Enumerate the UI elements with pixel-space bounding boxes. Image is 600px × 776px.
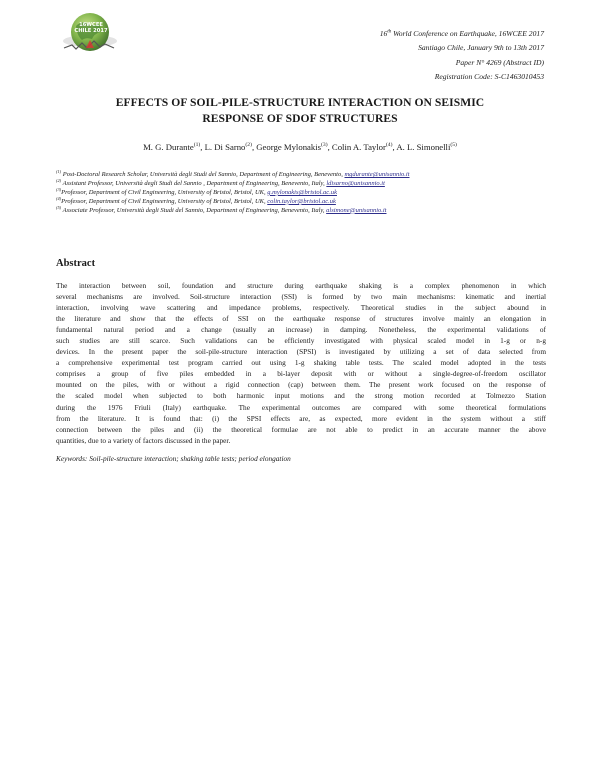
author-name: Colin A. Taylor: [331, 142, 386, 152]
affiliation-item: [56, 168, 410, 180]
author-list: M. G. Durante$^{(1)}$, L. Di Sarno$^{(2)}$, George Mylonakis$^{(3)}$, Colin A. Taylor$^{(4)}$, A. L. Simonelli$^{(5)}$: [143, 142, 457, 152]
author-mark: (3): [321, 142, 328, 149]
abstract-line: a comprehensive experimental test program carried out using 1-g shaking table tests. The scaled model adopted in the tests: [56, 358, 546, 368]
author-mark: (1): [193, 142, 201, 149]
edition-suffix: th: [387, 29, 392, 35]
abstract-line: interaction, involving wave scattering and impedance problems, respectively. Theoretical studies in the subject abound in: [56, 303, 546, 313]
affiliation-mark: (1): [56, 168, 62, 174]
keywords-text: Soil-pile-structure interaction; shaking table tests; period elongation: [89, 454, 291, 463]
affiliation-text: Professor, Department of Civil Engineering, University of Bristol, Bristol, UK,: [61, 197, 268, 205]
author-name: L. Di Sarno: [204, 142, 246, 152]
conference-location-dates: Santiago Chile, January 9th to 13th 2017: [418, 43, 544, 53]
affiliation-email-link[interactable]: g.mylonakis@bristol.ac.uk: [267, 188, 337, 196]
affiliation-text: Assistant Professor, Università degli Studi del Sannio , Department of Engineering, Benevento, Italy,: [62, 179, 327, 187]
affiliation-mark: (3): [56, 186, 62, 192]
author-name: George Mylonakis: [256, 142, 322, 152]
abstract-line: quantities, due to a variety of factors discussed in the paper.: [56, 435, 231, 445]
affiliation-email-link[interactable]: colin.taylor@bristol.ac.uk: [267, 197, 336, 205]
abstract-heading: Abstract: [56, 258, 96, 269]
affiliation-list: [56, 168, 410, 216]
affiliation-item: [56, 177, 410, 189]
affiliation-mark: (5): [56, 204, 62, 210]
abstract-line: comprises a group of five piles embedded in a bi-layer deposit with or without a single-degree-of-freedom oscillator: [56, 369, 546, 379]
affiliation-item: [56, 186, 410, 198]
conference-logo: [60, 8, 120, 64]
conference-name-line: [380, 27, 544, 41]
logo-text-top: 16WCEE: [79, 22, 103, 28]
abstract-line: devices. In the present paper the soil-pile-structure interaction (SPSI) is investigated by utilizing a set of data selected from: [56, 347, 546, 357]
abstract-line: connection between the piles and (ii) the theoretical formulae are not able to predict in an accurate manner the above: [56, 424, 546, 434]
abstract-line: the literature and show that the effects of SSI on the earthquake response of structures involve mainly an elongation in: [56, 314, 546, 324]
author-mark: (2): [245, 142, 252, 149]
logo-text-bottom: CHILE 2017: [74, 28, 108, 34]
registration-code: Registration Code: S-C1463010453: [434, 72, 544, 82]
affiliation-text: Associate Professor, Università degli Studi del Sannio, Department of Engineering, Benevento, Italy,: [62, 206, 327, 214]
affiliation-email-link[interactable]: ldisarno@unisannio.it: [326, 179, 385, 187]
abstract-line: during the 1976 Friuli (Italy) earthquake. The experimental outcomes are compared with some theoretical formulations: [56, 402, 546, 412]
affiliation-email-link[interactable]: alsimone@unisannio.it: [326, 206, 387, 214]
author-mark: (4): [385, 142, 393, 149]
conference-header: [380, 27, 544, 85]
abstract-line: several mechanisms are involved. Soil-structure interaction (SSI) is formed by two main mechanisms: kinematic and inertial: [56, 292, 546, 302]
keywords-line: [56, 454, 291, 463]
affiliation-email-link[interactable]: mgdurante@unisannio.it: [344, 171, 410, 178]
affiliation-text: Professor, Department of Civil Engineering, University of Bristol, Bristol, UK,: [61, 188, 268, 196]
author-name: A. L. Simonelli: [396, 142, 451, 152]
abstract-line: the scaled model when subjected to both harmonic input motions and the strong motion recorded at Tolmezzo Station: [56, 391, 546, 401]
author-mark: (5): [450, 142, 457, 149]
abstract-line: such studies are still scarce. Such validations can be efficiently investigated with physical scaled model in 1-g or n-g: [56, 336, 546, 346]
abstract-body: [56, 280, 546, 446]
paper-number: Paper N° 4269 (Abstract ID): [455, 57, 544, 67]
title-line-2: RESPONSE OF SDOF STRUCTURES: [202, 111, 398, 125]
abstract-line: The interaction between soil, foundation and structure during earthquake shaking is a complex phenomenon in which: [56, 281, 546, 290]
affiliation-text: Post-Doctoral Research Scholar, Università degli Studi del Sannio, Department of Engineering, Benevento,: [62, 171, 345, 178]
affiliation-item: [56, 204, 410, 216]
paper-title: [40, 95, 560, 126]
conference-name: World Conference on Earthquake, 16WCEE 2017: [393, 29, 544, 38]
title-line-1: EFFECTS OF SOIL-PILE-STRUCTURE INTERACTION ON SEISMIC: [115, 96, 485, 109]
abstract-line: mounted on the piles, with or without a rigid connection (cap) between them. The present work focused on the response of: [56, 380, 546, 390]
abstract-line: fundamental natural period and a change (usually an increase) in damping. Nonetheless, the experimental validations of: [56, 325, 546, 335]
globe-logo-icon: [60, 8, 120, 64]
affiliation-mark: (4): [56, 195, 62, 201]
author-name: M. G. Durante: [143, 142, 194, 152]
keywords-label: Keywords:: [56, 454, 88, 463]
affiliation-mark: (2): [56, 177, 62, 183]
abstract-line: from the literature. It is found that: (i) the SPSI effects are, as expected, more evident in the system without a stiff: [56, 413, 546, 423]
edition-number: 16: [379, 29, 388, 38]
